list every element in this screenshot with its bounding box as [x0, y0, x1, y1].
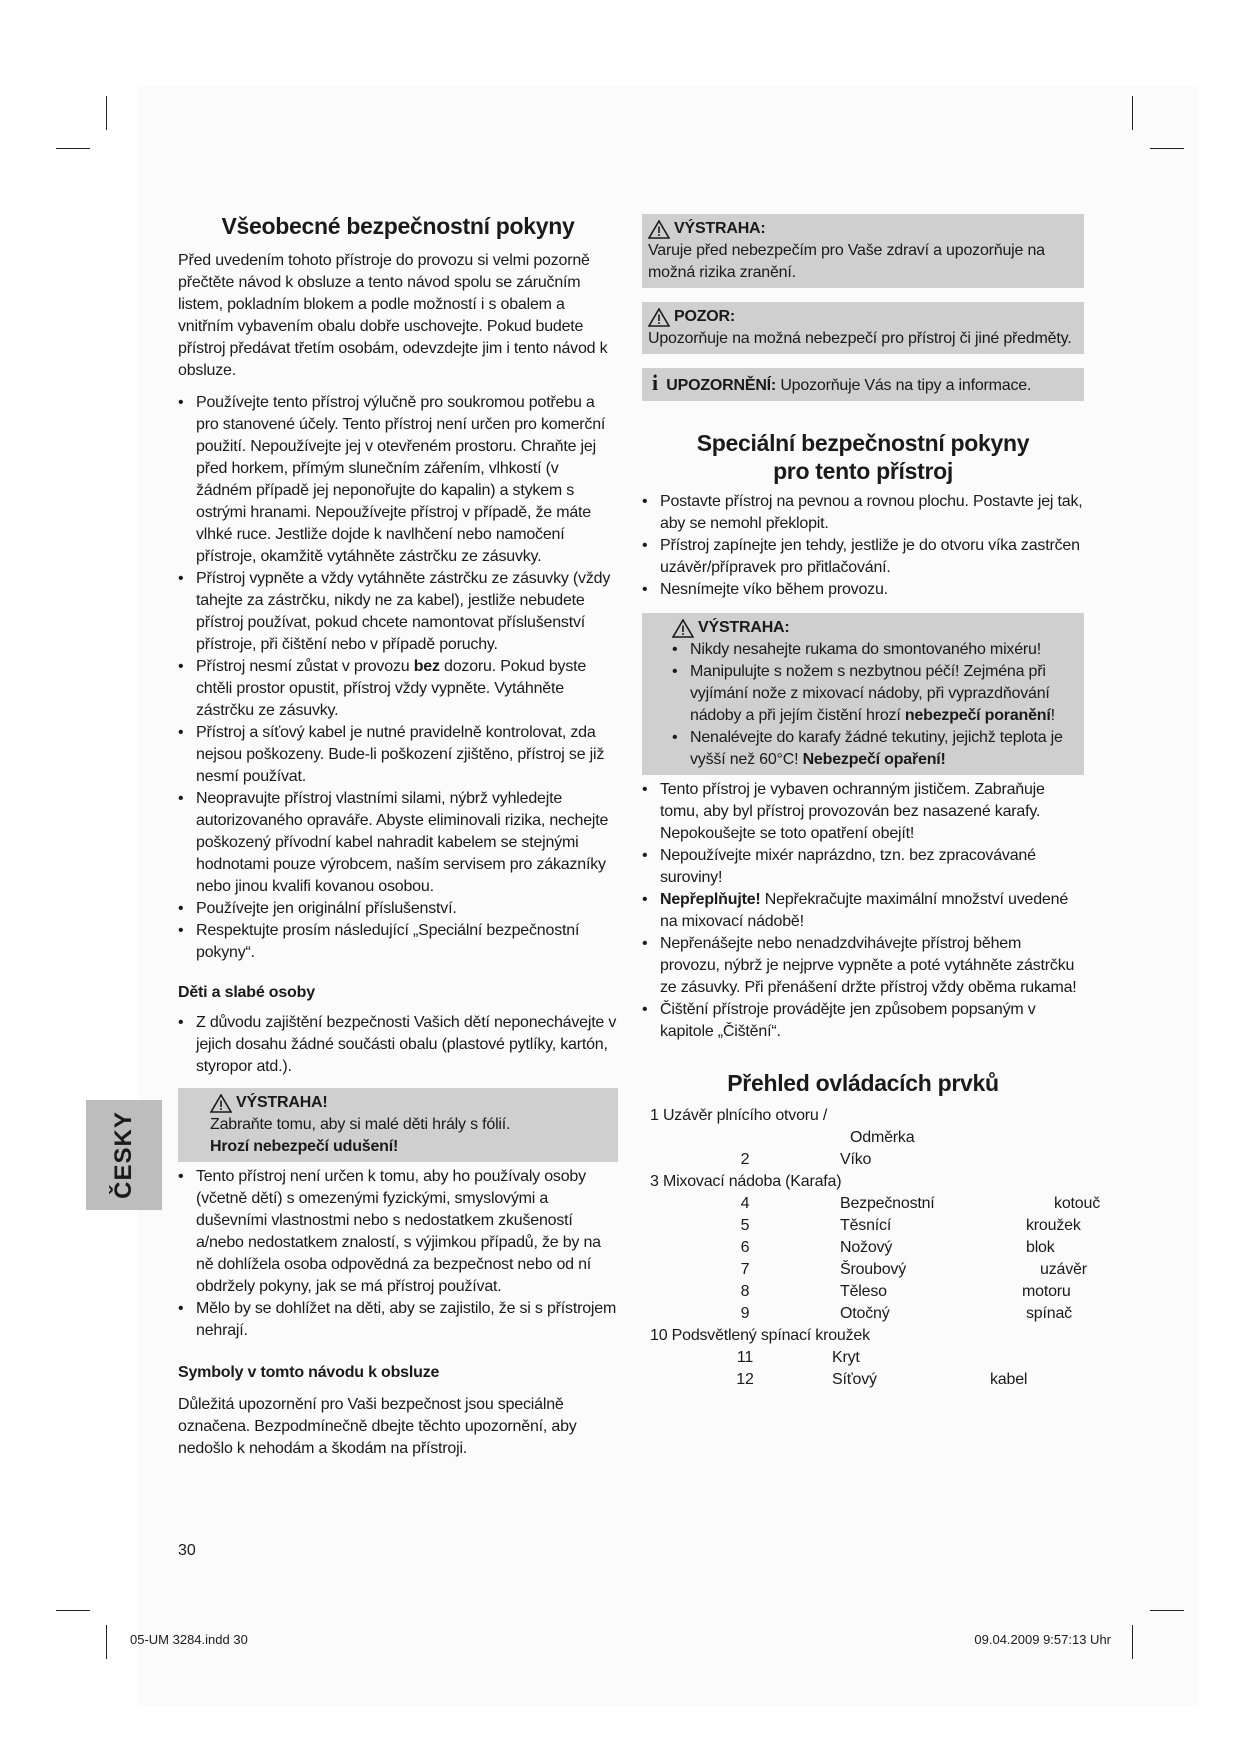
- control-item: Šroubový: [840, 1261, 906, 1278]
- list-item: • Respektujte prosím následující „Speciální bezpečnostní pokyny“.: [178, 920, 618, 964]
- children-list-2: [178, 1166, 618, 1342]
- warning-triangle-icon: [648, 220, 670, 239]
- special-safety-title: Speciální bezpečnostní pokyny pro tento přístroj: [696, 430, 1030, 484]
- list-item: • Tento přístroj je vybaven ochranným jističem. Zabraňuje tomu, aby byl přístroj provozován bez nasazené karafy. Nepokoušejte se toto opatření obejít!: [642, 779, 1084, 845]
- control-item: Víko: [840, 1151, 872, 1168]
- list-item: • Nenalévejte do karafy žádné tekutiny, jejichž teplota je vyšší než 60°C! Nebezpečí opaření!: [672, 727, 1078, 771]
- notice-description: Upozorňuje Vás na tipy a informace.: [780, 377, 1032, 394]
- warning-text: Zabraňte tomu, aby si malé děti hrály s fólií.: [210, 1116, 511, 1133]
- crop-mark: [1132, 1625, 1133, 1659]
- crop-mark: [56, 148, 90, 149]
- warning-heading: VÝSTRAHA!: [210, 1092, 612, 1114]
- control-item: Bezpečnostní: [840, 1195, 935, 1212]
- special-list: [642, 491, 1084, 601]
- page-number: 30: [178, 1542, 196, 1559]
- warning-triangle-icon: [672, 619, 694, 638]
- list-item: • Manipulujte s nožem s nezbytnou péčí! Zejména při vyjímání nože z mixovací nádoby, při vyprazdňování nádoby a při jejím čistění hrozí nebezpečí poranění!: [672, 661, 1078, 727]
- warning-box-blade: [642, 613, 1084, 775]
- notice-legend-box: [642, 368, 1084, 401]
- list-item: • Postavte přístroj na pevnou a rovnou plochu. Postavte jej tak, aby se nemohl překlopit.: [642, 491, 1084, 535]
- children-heading: Děti a slabé osoby: [178, 984, 315, 1001]
- caution-label: POZOR:: [674, 308, 736, 325]
- warning-description: Varuje před nebezpečím pro Vaše zdraví a upozorňuje na možná rizika zranění.: [648, 242, 1045, 281]
- footer-timestamp: 09.04.2009 9:57:13 Uhr: [974, 1632, 1111, 1647]
- control-item: Nožový: [840, 1239, 893, 1256]
- control-item: 10 Podsvětlený spínací kroužek: [650, 1327, 870, 1344]
- list-item: • Používejte tento přístroj výlučně pro soukromou potřebu a pro stanovené účely. Tento přístroj není určen pro komerční použití. Nepoužívejte jej v otevřeném prostoru. Chraňte jej před horkem, přímým slunečním zářením, vlhkostí (v žádném případě jej neponořujte do kapalin) a stykem s ostrými hranami. Nepoužívejte přístroj v případě, že máte vlhké ruce. Jestliže dojde k navlhčení nebo namočení přístroje, okamžitě vytáhněte zástrčku ze zásuvky.: [178, 392, 618, 568]
- caution-triangle-icon: [648, 308, 670, 327]
- list-item: • Přístroj a síťový kabel je nutné pravidelně kontrolovat, zda nejsou poškozeny. Bude-li poškození zjištěno, přístroj se již nesmí používat.: [178, 722, 618, 788]
- info-icon: i: [652, 370, 658, 395]
- warning-label: VÝSTRAHA:: [674, 220, 766, 237]
- safety-list: [178, 392, 618, 964]
- controls-title: Přehled ovládacích prvků: [727, 1070, 999, 1096]
- crop-mark: [1132, 96, 1133, 130]
- control-item: Kryt: [832, 1349, 860, 1366]
- list-item: • Přístroj zapínejte jen tehdy, jestliže je do otvoru víka zastrčen uzávěr/přípravek pro přitlačování.: [642, 535, 1084, 579]
- special-list-2: [642, 779, 1084, 1043]
- crop-mark: [1150, 148, 1184, 149]
- list-item: • Nepřeplňujte! Nepřekračujte maximální množství uvedené na mixovací nádobě!: [642, 889, 1084, 933]
- warning-label: VÝSTRAHA:: [698, 619, 790, 636]
- list-item: • Z důvodu zajištění bezpečnosti Vašich dětí neponechávejte v jejich dosahu žádné součásti obalu (plastové pytlíky, kartón, styropor atd.).: [178, 1012, 618, 1078]
- list-item: • Nikdy nesahejte rukama do smontovaného mixéru!: [672, 639, 1078, 661]
- control-item: 3 Mixovací nádoba (Karafa): [650, 1173, 842, 1190]
- warning-box-children: [178, 1088, 618, 1162]
- list-item: • Přístroj nesmí zůstat v provozu bez dozoru. Pokud byste chtěli prostor opustit, přístroj vždy vypněte. Vytáhněte zástrčku ze zásuvky.: [178, 656, 618, 722]
- symbols-heading: Symboly v tomto návodu k obsluze: [178, 1364, 440, 1381]
- control-item: Těsnící: [840, 1217, 892, 1234]
- controls-table: 1 Uzávěr plnícího otvoru / Odměrka 2 Víko 3 Mixovací nádoba (Karafa) 4 Bezpečnostní kotouč 5 Těsnící kroužek 6 Nožový blok 7 Šroubový uzávěr 8 Těleso motoru 9 Otočný spínač 10 Podsvětlený spínací kroužek 11 Kryt 12 Síťový kabel: [650, 1105, 1084, 1391]
- control-item: Těleso: [840, 1283, 887, 1300]
- footer-file-info: 05-UM 3284.indd 30: [130, 1632, 248, 1647]
- control-item: Odměrka: [850, 1129, 915, 1146]
- symbols-text: Důležitá upozornění pro Vaši bezpečnost jsou speciálně označena. Bezpodmínečně dbejte těchto upozornění, aby nedošlo k nehodám a škodám na přístroji.: [178, 1396, 577, 1457]
- notice-label: UPOZORNĚNÍ:: [666, 377, 777, 394]
- control-item: Síťový: [832, 1371, 877, 1388]
- list-item: • Nepřenášejte nebo nenadzdvihávejte přístroj během provozu, nýbrž je nejprve vypněte a poté vytáhněte zástrčku ze zásuvky. Při přenášení držte přístroj vždy oběma rukama!: [642, 933, 1084, 999]
- list-item: • Přístroj vypněte a vždy vytáhněte zástrčku ze zásuvky (vždy tahejte za zástrčku, nikdy ne za kabel), jestliže nebudete přístroj používat, pokud chcete namontovat příslušenství přístroje, při čištění nebo v případě poruchy.: [178, 568, 618, 656]
- crop-mark: [106, 96, 107, 130]
- right-column: [642, 214, 1100, 1391]
- control-item: 1 Uzávěr plnícího otvoru /: [650, 1107, 828, 1124]
- crop-mark: [1150, 1610, 1184, 1611]
- list-item: • Nepoužívejte mixér naprázdno, tzn. bez zpracovávané suroviny!: [642, 845, 1084, 889]
- crop-mark: [106, 1625, 107, 1659]
- list-item: • Nesnímejte víko během provozu.: [642, 579, 1084, 601]
- caution-description: Upozorňuje na možná nebezpečí pro přístroj či jiné předměty.: [648, 330, 1072, 347]
- list-item: • Neopravujte přístroj vlastními silami, nýbrž vyhledejte autorizovaného opraváře. Abyste eliminovali rizika, nechejte poškozený přívodní kabel nahradit kabelem se stejnými hodnotami pouze výrobcem, naším servisem pro zákazníky nebo jinou kvalifi kovanou osobou.: [178, 788, 618, 898]
- language-tab: ČESKY: [86, 1100, 162, 1210]
- warning-emphasis: Hrozí nebezpečí udušení!: [210, 1138, 399, 1155]
- general-safety-title: Všeobecné bezpečnostní pokyny: [221, 213, 575, 239]
- caution-legend-box: [642, 302, 1084, 354]
- list-item: • Mělo by se dohlížet na děti, aby se zajistilo, že si s přístrojem nehrají.: [178, 1298, 618, 1342]
- children-list: [178, 1012, 618, 1078]
- intro-paragraph: Před uvedením tohoto přístroje do provozu si velmi pozorně přečtěte návod k obsluze a tento návod spolu se záručním listem, pokladním blokem a podle možností i s obalem a vnitřním vybavením obalu dobře uschovejte. Pokud budete přístroj předávat třetím osobám, odevzdejte jim i tento návod k obsluze.: [178, 252, 608, 379]
- crop-mark: [56, 1610, 90, 1611]
- list-item: • Čištění přístroje provádějte jen způsobem popsaným v kapitole „Čištění“.: [642, 999, 1084, 1043]
- left-column: [178, 212, 618, 1460]
- list-item: • Používejte jen originální příslušenství.: [178, 898, 618, 920]
- warning-legend-box: [642, 214, 1084, 288]
- warning-triangle-icon: [210, 1094, 232, 1113]
- control-item: Otočný: [840, 1305, 890, 1322]
- list-item: • Tento přístroj není určen k tomu, aby ho používaly osoby (včetně dětí) s omezenými fyzickými, smyslovými a duševními vlastnostmi nebo s nedostatkem zkušeností a/nebo nedostatkem znalostí, s výjimkou případů, že by na ně dohlížela osoba odpovědná za bezpečnost nebo od ní obdržely pokyny, jak se má přístroj používat.: [178, 1166, 618, 1298]
